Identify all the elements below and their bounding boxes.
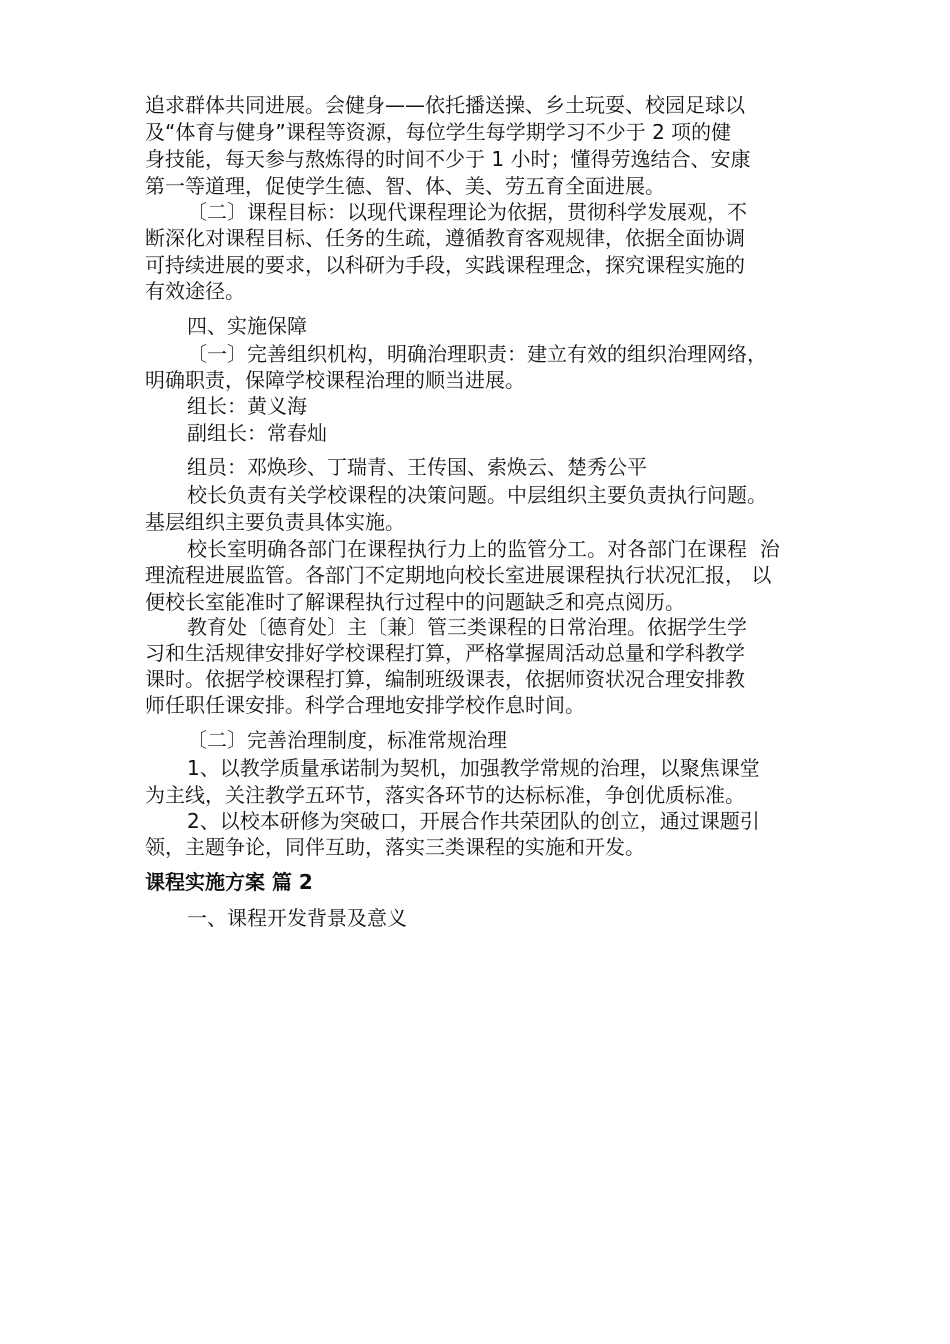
members-line: 组员：邓焕珍、丁瑞青、王传国、索焕云、楚秀公平 (187, 455, 647, 479)
paragraph-line: 身技能，每天参与熬炼得的时间不少于 1 小时；懂得劳逸结合、安康 (145, 147, 751, 171)
paragraph-line: 为主线，关注教学五环节，落实各环节的达标标准，争创优质标准。 (145, 783, 745, 807)
paragraph-line: 课时。依据学校课程打算，编制班级课表，依据师资状况合理安排教 (145, 667, 745, 691)
paragraph-line: 断深化对课程目标、任务的生疏，遵循教育客观规律，依据全面协调 (145, 226, 745, 250)
paragraph-line: 校长负责有关学校课程的决策问题。中层组织主要负责执行问题。 (187, 483, 767, 507)
section-heading: 一、课程开发背景及意义 (187, 906, 407, 930)
paragraph-line: 校长室明确各部门在课程执行力上的监管分工。对各部门在课程 治 (187, 537, 780, 561)
paragraph-line: 2、以校本研修为突破口，开展合作共荣团队的创立，通过课题引 (187, 809, 760, 833)
paragraph-line: 明确职责，保障学校课程治理的顺当进展。 (145, 368, 525, 392)
paragraph-line: 教育处〔德育处〕主〔兼〕管三类课程的日常治理。依据学生学 (187, 615, 747, 639)
leader-line: 组长：黄义海 (187, 394, 307, 418)
paragraph-line: 追求群体共同进展。会健身——依托播送操、乡土玩耍、校园足球以 (145, 93, 745, 117)
paragraph-line: 师任职任课安排。科学合理地安排学校作息时间。 (145, 693, 585, 717)
paragraph-line: 可持续进展的要求，以科研为手段，实践课程理念，探究课程实施的 (145, 253, 745, 277)
paragraph-line: 领，主题争论，同伴互助，落实三类课程的实施和开发。 (145, 835, 645, 859)
paragraph-line: 理流程进展监管。各部门不定期地向校长室进展课程执行状况汇报， 以 (145, 563, 772, 587)
paragraph-line: 第一等道理，促使学生德、智、体、美、劳五育全面进展。 (145, 174, 665, 198)
paragraph-line: 〔二〕课程目标：以现代课程理论为依据，贯彻科学发展观，不 (187, 200, 747, 224)
paragraph-line: 〔一〕完善组织机构，明确治理职责：建立有效的组织治理网络， (187, 342, 767, 366)
section-heading: 四、实施保障 (187, 314, 307, 338)
section-heading: 〔二〕完善治理制度，标准常规治理 (187, 728, 507, 752)
article-title: 课程实施方案 篇 2 (145, 870, 313, 894)
paragraph-line: 便校长室能准时了解课程执行过程中的问题缺乏和亮点阅历。 (145, 590, 685, 614)
paragraph-line: 1、以教学质量承诺制为契机，加强教学常规的治理，以聚焦课堂 (187, 756, 760, 780)
paragraph-line: 有效途径。 (145, 279, 245, 303)
paragraph-line: 及“体育与健身”课程等资源，每位学生每学期学习不少于 2 项的健 (145, 120, 732, 144)
vice-leader-line: 副组长：常春灿 (187, 421, 327, 445)
paragraph-line: 基层组织主要负责具体实施。 (145, 510, 405, 534)
paragraph-line: 习和生活规律安排好学校课程打算，严格掌握周活动总量和学科教学 (145, 641, 745, 665)
